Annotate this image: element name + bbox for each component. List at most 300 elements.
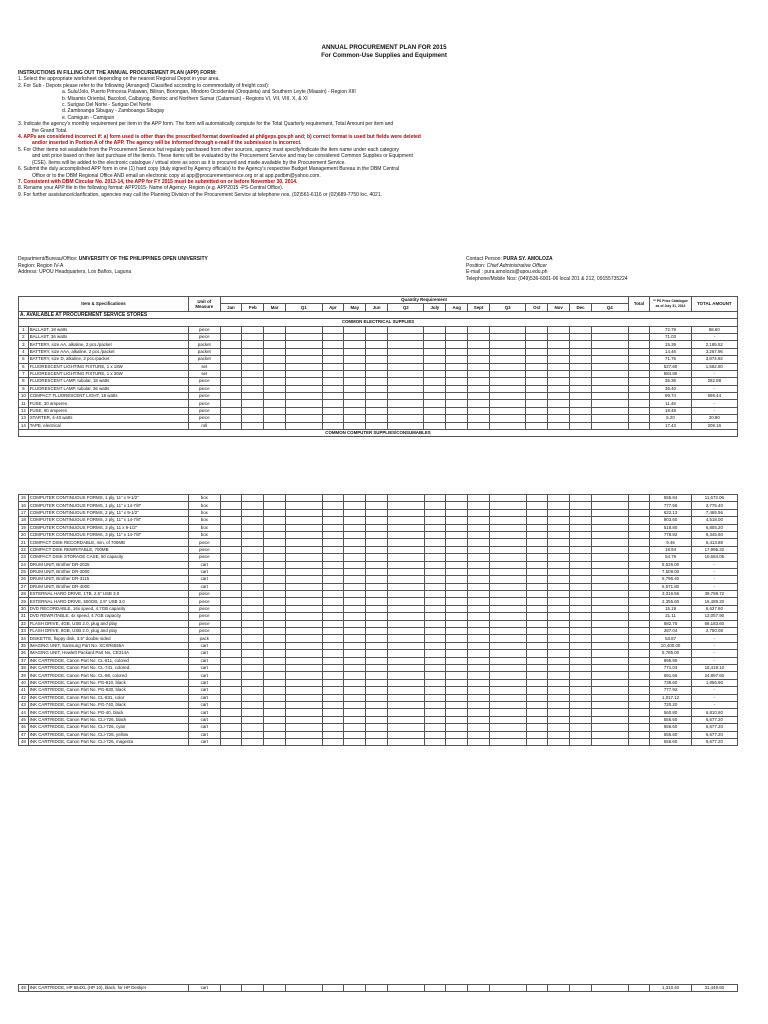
quantity-cell xyxy=(570,393,592,400)
quantity-cell xyxy=(526,363,548,370)
table-row xyxy=(19,517,738,524)
item-name: COMPUTER CONTINUOUS FORMS, 2 ply, 11" x 14-7/8" xyxy=(28,517,188,524)
email-value: pura.amoloza@upou.edu.ph xyxy=(484,269,548,275)
quantity-cell xyxy=(570,539,592,546)
quantity-cell xyxy=(468,378,490,385)
quantity-cell xyxy=(264,598,286,605)
quantity-cell xyxy=(591,356,628,363)
item-name: BATTERY, size D, alkaline, 2 pcs./packet xyxy=(28,356,188,363)
row-number: 35 xyxy=(19,642,29,649)
quantity-cell xyxy=(628,333,650,340)
unit-price: 21.11 xyxy=(650,613,691,620)
table-row xyxy=(19,694,738,701)
quantity-cell xyxy=(591,385,628,392)
table-row xyxy=(19,687,738,694)
unit-price: 7,509.00 xyxy=(650,568,691,575)
quantity-cell xyxy=(468,738,490,745)
quantity-cell xyxy=(264,561,286,568)
unit-price: 5,785.00 xyxy=(650,650,691,657)
quantity-cell xyxy=(424,716,446,723)
quantity-cell xyxy=(446,650,468,657)
quantity-cell xyxy=(344,400,366,407)
quantity-cell xyxy=(526,613,548,620)
quantity-cell xyxy=(468,576,490,583)
row-number: 9 xyxy=(19,385,29,392)
table-row xyxy=(19,605,738,612)
quantity-cell xyxy=(264,495,286,502)
quantity-cell xyxy=(366,422,388,429)
quantity-cell xyxy=(628,561,650,568)
quantity-cell xyxy=(446,701,468,708)
quantity-cell xyxy=(446,576,468,583)
quantity-cell xyxy=(322,554,344,561)
quantity-cell xyxy=(264,378,286,385)
quantity-cell xyxy=(446,546,468,553)
quantity-cell xyxy=(242,694,264,701)
quantity-cell xyxy=(570,326,592,333)
unit-of-measure: piece xyxy=(188,385,220,392)
header-period: Jan xyxy=(220,304,242,311)
quantity-cell xyxy=(242,716,264,723)
unit-price: 71.03 xyxy=(650,333,691,340)
quantity-cell xyxy=(220,635,242,642)
item-name: DRUM UNIT, Brother DR-2025 xyxy=(28,561,188,568)
quantity-cell xyxy=(388,363,424,370)
quantity-cell xyxy=(490,539,526,546)
unit-of-measure: piece xyxy=(188,415,220,422)
quantity-cell xyxy=(424,356,446,363)
quantity-cell xyxy=(264,509,286,516)
quantity-cell xyxy=(548,539,570,546)
quantity-cell xyxy=(242,422,264,429)
quantity-cell xyxy=(286,620,322,627)
quantity-cell xyxy=(570,694,592,701)
quantity-cell xyxy=(242,672,264,679)
quantity-cell xyxy=(424,694,446,701)
quantity-cell xyxy=(242,561,264,568)
header-period: Q1 xyxy=(286,304,322,311)
quantity-cell xyxy=(468,731,490,738)
quantity-cell xyxy=(468,407,490,414)
quantity-cell xyxy=(592,524,628,531)
quantity-cell xyxy=(446,333,468,340)
quantity-cell xyxy=(548,598,570,605)
quantity-cell xyxy=(286,546,322,553)
header-period: July xyxy=(424,304,446,311)
quantity-cell xyxy=(424,524,446,531)
quantity-cell xyxy=(220,650,242,657)
header-quantity: Quantity Requirement xyxy=(220,297,628,304)
quantity-cell xyxy=(592,694,628,701)
quantity-cell xyxy=(468,370,490,377)
quantity-cell xyxy=(592,724,628,731)
table-row xyxy=(19,546,738,553)
quantity-cell xyxy=(286,568,322,575)
instruction-line: e. Camiguin - Camiguin xyxy=(62,114,115,121)
quantity-cell xyxy=(264,341,286,348)
quantity-cell xyxy=(220,620,242,627)
quantity-cell xyxy=(424,731,446,738)
quantity-cell xyxy=(592,635,628,642)
quantity-cell xyxy=(344,687,366,694)
unit-of-measure: box xyxy=(189,531,221,538)
quantity-cell xyxy=(628,605,650,612)
quantity-cell xyxy=(242,378,264,385)
quantity-cell xyxy=(220,524,242,531)
quantity-cell xyxy=(264,400,286,407)
quantity-cell xyxy=(570,568,592,575)
unit-of-measure: cart xyxy=(189,709,221,716)
quantity-cell xyxy=(591,407,628,414)
quantity-cell xyxy=(489,393,525,400)
quantity-cell xyxy=(570,415,592,422)
row-number: 34 xyxy=(19,635,29,642)
address-label: Address: xyxy=(18,269,38,275)
quantity-cell xyxy=(366,583,388,590)
total-amount: - xyxy=(691,568,737,575)
quantity-cell xyxy=(490,679,526,686)
quantity-cell xyxy=(322,531,344,538)
quantity-cell xyxy=(570,495,592,502)
quantity-cell xyxy=(490,568,526,575)
quantity-cell xyxy=(242,502,264,509)
quantity-cell xyxy=(526,326,548,333)
quantity-cell xyxy=(548,591,570,598)
quantity-cell xyxy=(366,370,388,377)
unit-price: 36.40 xyxy=(650,385,691,392)
quantity-cell xyxy=(489,341,525,348)
unit-price: 54.79 xyxy=(650,554,691,561)
quantity-cell xyxy=(592,495,628,502)
total-amount: - xyxy=(691,385,737,392)
quantity-cell xyxy=(366,628,388,635)
quantity-cell xyxy=(468,524,490,531)
position-label: Position: xyxy=(466,262,486,269)
quantity-cell xyxy=(286,561,322,568)
unit-price: 1,017.12 xyxy=(650,694,691,701)
quantity-cell xyxy=(264,517,286,524)
quantity-cell xyxy=(344,985,366,992)
quantity-cell xyxy=(366,561,388,568)
quantity-cell xyxy=(468,635,490,642)
quantity-cell xyxy=(322,561,344,568)
table-row xyxy=(19,326,738,333)
quantity-cell xyxy=(548,333,570,340)
unit-price: 72.79 xyxy=(650,326,691,333)
quantity-cell xyxy=(388,333,424,340)
section-a-heading: A. AVAILABLE AT PROCUREMENT SERVICE STORES xyxy=(19,311,738,318)
quantity-cell xyxy=(490,605,526,612)
row-number: 10 xyxy=(19,393,29,400)
quantity-cell xyxy=(526,642,548,649)
quantity-cell xyxy=(322,716,344,723)
quantity-cell xyxy=(526,620,548,627)
unit-price: 9.46 xyxy=(650,539,691,546)
instruction-line: 5. For Other items not available from the Procurement Service but regularly purchased from other sources, agency must specify/indicate the item name under each category xyxy=(18,146,400,153)
quantity-cell xyxy=(322,731,344,738)
quantity-cell xyxy=(344,679,366,686)
instruction-line-warning: 4. APPs are considered incorrect if: a) form used is other than the prescribed format downloaded at philgeps.gov.ph and; b) correct format is used but fields were deleted xyxy=(18,134,421,141)
quantity-cell xyxy=(322,517,344,524)
quantity-cell xyxy=(446,628,468,635)
quantity-cell xyxy=(446,568,468,575)
quantity-cell xyxy=(322,635,344,642)
quantity-cell xyxy=(322,546,344,553)
quantity-cell xyxy=(366,546,388,553)
quantity-cell xyxy=(424,517,446,524)
unit-price: 11.48 xyxy=(650,400,691,407)
quantity-cell xyxy=(548,985,570,992)
total-amount: - xyxy=(691,642,737,649)
quantity-cell xyxy=(242,628,264,635)
quantity-cell xyxy=(344,650,366,657)
row-number: 27 xyxy=(19,583,29,590)
quantity-cell xyxy=(468,657,490,664)
quantity-cell xyxy=(592,701,628,708)
quantity-cell xyxy=(322,378,344,385)
quantity-cell xyxy=(388,672,424,679)
region-value: Region IV-A xyxy=(36,262,64,269)
quantity-cell xyxy=(242,738,264,745)
quantity-cell xyxy=(242,657,264,664)
app-table-section-a xyxy=(18,296,738,437)
quantity-cell xyxy=(344,731,366,738)
quantity-cell xyxy=(570,407,592,414)
row-number: 29 xyxy=(19,598,29,605)
quantity-cell xyxy=(388,385,424,392)
total-amount: 6,637.60 xyxy=(691,605,737,612)
quantity-cell xyxy=(322,583,344,590)
total-amount: 2,775.40 xyxy=(691,502,737,509)
quantity-cell xyxy=(526,657,548,664)
quantity-cell xyxy=(242,679,264,686)
quantity-cell xyxy=(344,502,366,509)
quantity-cell xyxy=(388,531,424,538)
quantity-cell xyxy=(366,531,388,538)
item-name: INK CARTRIDGE, Canon Part No. PG-40, black xyxy=(28,709,188,716)
quantity-cell xyxy=(548,524,570,531)
quantity-cell xyxy=(286,517,322,524)
quantity-cell xyxy=(366,326,388,333)
quantity-cell xyxy=(366,400,388,407)
quantity-cell xyxy=(264,502,286,509)
unit-price: 3,316.56 xyxy=(650,591,691,598)
total-amount: 4,518.00 xyxy=(691,517,737,524)
quantity-cell xyxy=(628,341,650,348)
quantity-cell xyxy=(264,716,286,723)
quantity-cell xyxy=(628,642,650,649)
quantity-cell xyxy=(591,422,628,429)
total-amount: 6,805.20 xyxy=(691,524,737,531)
quantity-cell xyxy=(264,356,286,363)
quantity-cell xyxy=(344,422,366,429)
quantity-cell xyxy=(526,724,548,731)
quantity-cell xyxy=(424,628,446,635)
quantity-cell xyxy=(344,495,366,502)
unit-of-measure: piece xyxy=(189,628,221,635)
quantity-cell xyxy=(548,672,570,679)
quantity-cell xyxy=(286,400,322,407)
quantity-cell xyxy=(490,664,526,671)
quantity-cell xyxy=(388,554,424,561)
quantity-cell xyxy=(526,495,548,502)
quantity-cell xyxy=(446,378,468,385)
quantity-cell xyxy=(388,709,424,716)
quantity-cell xyxy=(628,524,650,531)
total-amount: - xyxy=(691,576,737,583)
total-amount: - xyxy=(691,687,737,694)
instruction-line: Office or to the DBM Regional Office AND email an electronic copy at app@procurementservice.org or at app.psdbm@yahoo.com. xyxy=(32,172,321,179)
quantity-cell xyxy=(286,709,322,716)
unit-of-measure: cart xyxy=(189,672,221,679)
quantity-cell xyxy=(490,642,526,649)
quantity-cell xyxy=(628,509,650,516)
row-number: 38 xyxy=(19,664,29,671)
quantity-cell xyxy=(264,985,286,992)
quantity-cell xyxy=(526,502,548,509)
quantity-cell xyxy=(388,517,424,524)
quantity-cell xyxy=(264,701,286,708)
quantity-cell xyxy=(468,664,490,671)
quantity-cell xyxy=(628,664,650,671)
quantity-cell xyxy=(526,517,548,524)
quantity-cell xyxy=(628,598,650,605)
unit-price: 6,571.80 xyxy=(650,583,691,590)
table-row xyxy=(19,642,738,649)
table-row xyxy=(19,407,738,414)
quantity-cell xyxy=(322,657,344,664)
unit-price: 518.80 xyxy=(650,524,691,531)
unit-of-measure: cart xyxy=(189,738,221,745)
quantity-cell xyxy=(366,598,388,605)
quantity-cell xyxy=(526,393,548,400)
total-amount: - xyxy=(691,583,737,590)
quantity-cell xyxy=(344,583,366,590)
quantity-cell xyxy=(322,709,344,716)
quantity-cell xyxy=(264,393,286,400)
quantity-cell xyxy=(424,502,446,509)
quantity-cell xyxy=(468,400,490,407)
quantity-cell xyxy=(388,738,424,745)
quantity-cell xyxy=(366,687,388,694)
quantity-cell xyxy=(570,687,592,694)
quantity-cell xyxy=(242,348,264,355)
header-period: Dec xyxy=(570,304,592,311)
quantity-cell xyxy=(286,628,322,635)
unit-of-measure: box xyxy=(189,502,221,509)
quantity-cell xyxy=(242,517,264,524)
row-number: 46 xyxy=(19,724,29,731)
row-number: 26 xyxy=(19,576,29,583)
quantity-cell xyxy=(592,502,628,509)
quantity-cell xyxy=(366,502,388,509)
quantity-cell xyxy=(322,687,344,694)
quantity-cell xyxy=(548,583,570,590)
quantity-cell xyxy=(526,635,548,642)
quantity-cell xyxy=(264,650,286,657)
quantity-cell xyxy=(468,341,490,348)
quantity-cell xyxy=(322,664,344,671)
row-number: 30 xyxy=(19,605,29,612)
quantity-cell xyxy=(628,385,650,392)
item-name: BATTERY, size AA, alkaline, 2 pcs./packet xyxy=(28,341,188,348)
quantity-cell xyxy=(264,679,286,686)
quantity-cell xyxy=(548,664,570,671)
quantity-cell xyxy=(628,407,650,414)
subsection-electrical: COMMON ELECTRICAL SUPPLIES xyxy=(19,319,738,326)
instruction-line: 9. For further assistance/clarification, agencies may call the Planning Division of the Procurement Service at telephone nos. (02)561-6116 or (02)689-7750 loc. 4021. xyxy=(18,191,382,198)
unit-of-measure: piece xyxy=(189,539,221,546)
quantity-cell xyxy=(548,657,570,664)
quantity-cell xyxy=(366,694,388,701)
quantity-cell xyxy=(344,724,366,731)
quantity-cell xyxy=(490,985,526,992)
quantity-cell xyxy=(628,370,650,377)
quantity-cell xyxy=(628,495,650,502)
row-number: 48 xyxy=(19,738,29,745)
quantity-cell xyxy=(424,370,446,377)
quantity-cell xyxy=(286,539,322,546)
quantity-cell xyxy=(366,356,388,363)
quantity-cell xyxy=(220,687,242,694)
quantity-cell xyxy=(592,554,628,561)
header-period: Sept xyxy=(468,304,490,311)
total-amount: - xyxy=(691,701,737,708)
quantity-cell xyxy=(424,539,446,546)
quantity-cell xyxy=(628,694,650,701)
quantity-cell xyxy=(286,724,322,731)
table-row xyxy=(19,701,738,708)
quantity-cell xyxy=(322,724,344,731)
total-amount: 6,413.88 xyxy=(691,539,737,546)
row-number: 19 xyxy=(19,524,29,531)
quantity-cell xyxy=(264,422,286,429)
quantity-cell xyxy=(366,709,388,716)
quantity-cell xyxy=(366,407,388,414)
total-amount: 3,267.96 xyxy=(691,348,737,355)
quantity-cell xyxy=(322,393,344,400)
quantity-cell xyxy=(424,407,446,414)
quantity-cell xyxy=(264,731,286,738)
quantity-cell xyxy=(490,716,526,723)
quantity-cell xyxy=(264,524,286,531)
quantity-cell xyxy=(366,642,388,649)
quantity-cell xyxy=(322,385,344,392)
quantity-cell xyxy=(388,393,424,400)
quantity-cell xyxy=(322,333,344,340)
quantity-cell xyxy=(366,731,388,738)
row-number: 4 xyxy=(19,348,29,355)
quantity-cell xyxy=(628,363,650,370)
quantity-cell xyxy=(490,694,526,701)
quantity-cell xyxy=(424,664,446,671)
quantity-cell xyxy=(490,672,526,679)
quantity-cell xyxy=(570,724,592,731)
table-row xyxy=(19,509,738,516)
quantity-cell xyxy=(628,731,650,738)
quantity-cell xyxy=(388,583,424,590)
quantity-cell xyxy=(322,568,344,575)
quantity-cell xyxy=(322,694,344,701)
table-row xyxy=(19,554,738,561)
quantity-cell xyxy=(591,333,628,340)
total-amount: - xyxy=(691,370,737,377)
quantity-cell xyxy=(220,724,242,731)
quantity-cell xyxy=(526,679,548,686)
quantity-cell xyxy=(286,385,322,392)
quantity-cell xyxy=(344,363,366,370)
unit-price: 527.60 xyxy=(650,363,691,370)
